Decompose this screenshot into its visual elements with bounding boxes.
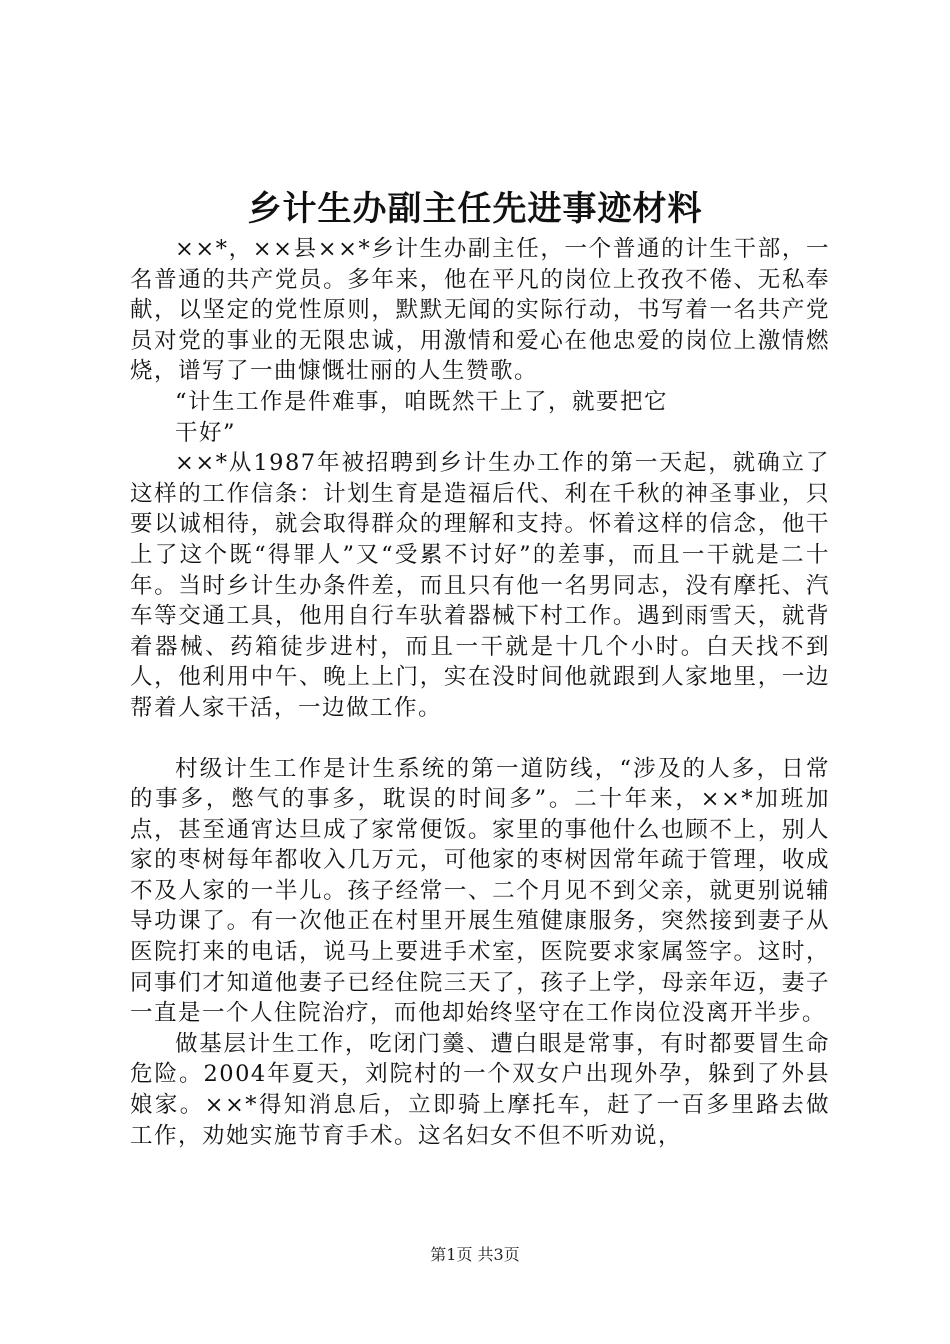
paragraph-overtime: 村级计生工作是计生系统的第一道防线，“涉及的人多，日常的事多，憋气的事多，耽误的时间多”。二十年来，××*加班加点，甚至通宵达旦成了家常便饭。家里的事他什么也顾不上，别人家的枣树每年都收入几万元，可他家的枣树因常年疏于管理，收成不及人家的一半儿。孩子经常一、二个月见不到父亲，就更别说辅导功课了。有一次他正在村里开展生殖健康服务，突然接到妻子从医院打来的电话，说马上要进手术室，医院要求家属签字。这时，同事们才知道他妻子已经住院三天了，孩子上学，母亲年迈，妻子一直是一个人住院治疗，而他却始终坚守在工作岗位没离开半步。: [130, 755, 830, 1027]
quote-heading-line-1: “计生工作是件难事，咱既然干上了，就要把它: [175, 388, 669, 415]
quote-heading-line-2: 干好”: [175, 419, 237, 446]
document-title: 乡计生办副主任先进事迹材料: [247, 189, 703, 229]
paragraph-intro: ××*，××县××*乡计生办副主任，一个普通的计生干部，一名普通的共产党员。多年来，他在平凡的岗位上孜孜不倦、无私奉献，以坚定的党性原则，默默无闻的实际行动，书写着一名共产党员对党的事业的无限忠诚，用激情和爱心在他忠爱的岗位上激情燃烧，谱写了一曲慷慨壮丽的人生赞歌。: [130, 236, 830, 385]
document-body: [130, 234, 830, 1151]
page-number-footer: 第1页 共3页: [430, 1245, 520, 1264]
paragraph-danger: 做基层计生工作，吃闭门羹、遭白眼是常事，有时都要冒生命危险。2004年夏天，刘院村的一个双女户出现外孕，躲到了外县娘家。××*得知消息后，立即骑上摩托车，赶了一百多里路去做工作，劝她实施节育手术。这名妇女不但不听劝说，: [130, 1030, 830, 1149]
paragraph-work-creed: ××*从1987年被招聘到乡计生办工作的第一天起，就确立了这样的工作信条：计划生育是造福后代、利在千秋的神圣事业，只要以诚相待，就会取得群众的理解和支持。怀着这样的信念，他干上了这个既“得罪人”又“受累不讨好”的差事，而且一干就是二十年。当时乡计生办条件差，而且只有他一名男同志，没有摩托、汽车等交通工具，他用自行车驮着器械下村工作。遇到雨雪天，就背着器械、药箱徒步进村，而且一干就是十几个小时。白天找不到人，他利用中午、晚上上门，实在没时间他就跟到人家地里，一边帮着人家干活，一边做工作。: [130, 450, 830, 721]
